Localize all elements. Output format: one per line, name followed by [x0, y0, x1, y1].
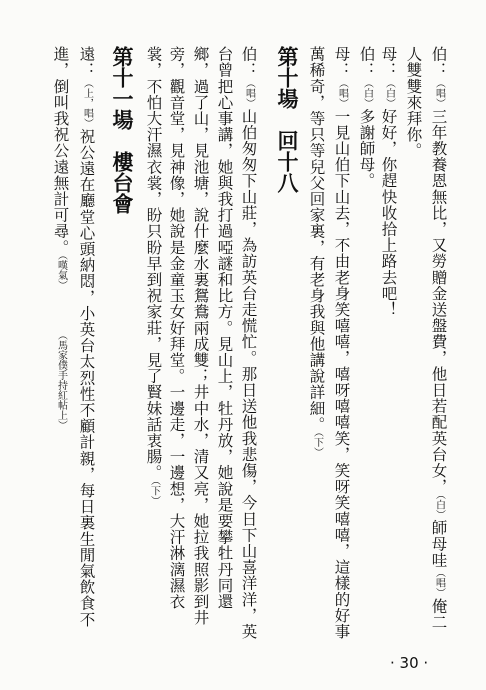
stage-direction: （唱）	[433, 78, 445, 109]
stage-direction: （嘆氣）	[55, 255, 67, 291]
speaker-label: 母：	[379, 46, 398, 79]
dialogue-text: 多謝師母。	[357, 108, 376, 189]
text-column	[145, 46, 161, 506]
speaker-label: 伯：	[239, 46, 258, 79]
scene-title-text: 第十一場 樓台會	[110, 46, 135, 214]
dialogue-text: 好好，你趕快收拾上路去吧！	[379, 108, 398, 318]
text-column	[308, 46, 324, 457]
dialogue-text: 旁，觀音堂，見神像，她說是金童玉女好拜堂。一邊走，一邊想，大汗淋漓濕衣	[167, 46, 186, 610]
text-column	[216, 46, 232, 610]
stage-direction: （白）	[433, 494, 445, 520]
text-column	[358, 46, 374, 189]
text-column	[168, 46, 184, 610]
scene-title	[112, 46, 133, 214]
dialogue-text: 裳，不怕大汗濕衣裳，盼只盼早到祝家莊，見了賢妹話衷腸。	[144, 46, 163, 481]
dialogue-text: 山伯匆匆下山莊，為訪英台走慌忙。那日送他我悲傷，今日下山喜洋洋，英	[239, 108, 258, 640]
dialogue-text: 三年教養恩無比，又勞贈金送盤費，他日若配英台女，	[429, 108, 448, 495]
dialogue-text: 萬稀奇，等只等兒父回家裏，有老身我與他講說詳細。	[307, 46, 326, 433]
page-number: · 30 ·	[390, 654, 429, 672]
stage-direction: （唱）	[433, 567, 445, 598]
dialogue-text: 祝公遠在廳堂心頭納悶，小英台太烈性不顧計親，每日裏生閒氣飲食不	[77, 128, 96, 628]
dialogue-text: 人雙雙來拜你。	[404, 46, 423, 159]
dialogue-text: 師母哇	[429, 519, 448, 568]
text-column	[78, 46, 94, 627]
text-column	[430, 46, 446, 630]
scene-title-text: 第十場 回十八	[275, 46, 300, 193]
stage-direction: （上，唱）	[81, 78, 93, 129]
dialogue-text: 俺二	[429, 597, 448, 631]
text-column	[192, 46, 208, 626]
text-column	[52, 46, 68, 430]
speaker-label: 伯：	[429, 46, 448, 79]
speaker-label: 母：	[332, 46, 351, 79]
stage-direction: （唱）	[243, 78, 255, 109]
stage-direction: （下）	[311, 432, 323, 458]
stage-direction: （白）	[361, 78, 373, 109]
speaker-label: 伯：	[357, 46, 376, 79]
dialogue-text: 進，倒叫我祝公遠無計可尋。	[51, 46, 70, 256]
text-column	[380, 46, 396, 318]
stage-direction: （馬家僕手持紅帖上）	[55, 330, 67, 431]
text-column	[240, 46, 256, 640]
dialogue-text: 台曾把心事講，她與我打過啞謎和比方。見山上，牡丹放，她說是要攀牡丹同還	[215, 46, 234, 610]
scene-title	[277, 46, 298, 193]
stage-direction: （下）	[148, 480, 160, 506]
dialogue-text: 一見山伯下山去，不由老身笑嘻嘻，嘻呀嘻嘻笑，笑呀笑嘻嘻，這樣的好事	[332, 108, 351, 640]
text-column	[405, 46, 421, 159]
dialogue-text: 鄉，過了山，見池塘，說什麼水裏鴛鴦兩成雙；井中水，清又亮，她拉我照影到井	[191, 46, 210, 626]
speaker-label: 遠：	[77, 46, 96, 79]
stage-direction: （唱）	[336, 78, 348, 109]
text-column	[333, 46, 349, 640]
stage-direction: （白）	[383, 78, 395, 109]
